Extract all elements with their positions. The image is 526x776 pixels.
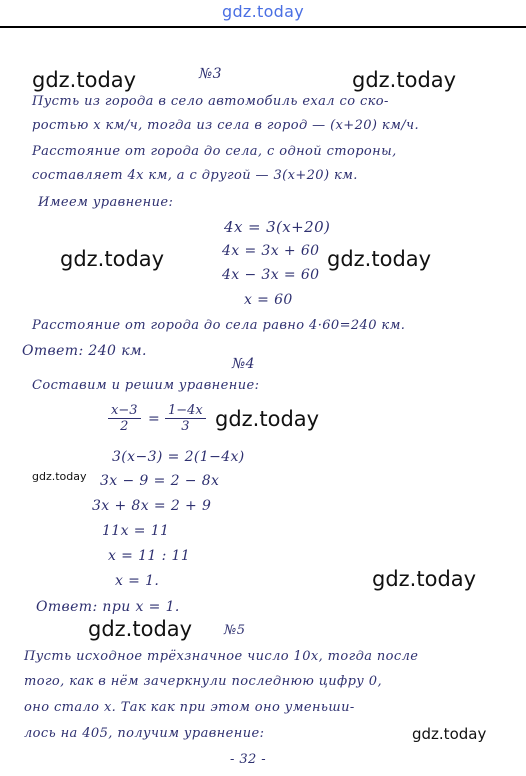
task-4-intro: Составим и решим уравнение: [32, 378, 260, 393]
task-4-line-3: 3x + 8x = 2 + 9 [92, 498, 212, 514]
task-5-line-3: оно стало x. Так как при этом оно уменьши- [24, 700, 355, 715]
watermark: gdz.today [88, 617, 193, 641]
watermark: gdz.today [60, 247, 165, 271]
task-4-number: №4 [232, 356, 255, 372]
task-3-answer: Ответ: 240 км. [22, 343, 147, 359]
task-3-equation-2: 4x = 3x + 60 [222, 243, 320, 259]
task-5-line-1: Пусть исходное трёхзначное число 10x, тогда после [24, 649, 419, 664]
task-3-line-4: составляет 4x км, а с другой — 3(x+20) км. [32, 168, 358, 183]
task-3-number: №3 [199, 66, 222, 82]
fraction-right-denominator: 3 [181, 419, 190, 434]
task-4-line-1: 3(x−3) = 2(1−4x) [112, 449, 245, 465]
task-3-line-3: Расстояние от города до села, с одной стороны, [32, 144, 397, 159]
task-4-line-6: x = 1. [115, 573, 160, 589]
watermark: gdz.today [32, 68, 137, 92]
fraction-right-numerator: 1−4x [165, 403, 206, 419]
task-5-number: №5 [224, 623, 246, 638]
watermark: gdz.today [215, 407, 320, 431]
page-header [0, 0, 526, 28]
task-3-line-6: Расстояние от города до села равно 4·60=240 км. [32, 318, 406, 333]
task-3-line-5: Имеем уравнение: [38, 195, 174, 210]
task-5-line-2: того, как в нём зачеркнули последнюю цифру 0, [24, 674, 382, 689]
fraction-left-numerator: x−3 [108, 403, 141, 419]
task-4-equals: = [148, 411, 161, 427]
site-title: gdz.today [222, 2, 304, 21]
watermark: gdz.today [352, 68, 457, 92]
task-4-fraction-right [165, 403, 206, 434]
task-3-equation-4: x = 60 [244, 292, 293, 308]
task-5-line-4: лось на 405, получим уравнение: [24, 726, 265, 741]
task-3-equation-1: 4x = 3(x+20) [224, 218, 331, 236]
task-4-fraction-left [108, 403, 141, 434]
watermark: gdz.today [327, 247, 432, 271]
task-4-answer: Ответ: при x = 1. [36, 599, 180, 615]
task-4-line-4: 11x = 11 [102, 523, 170, 539]
task-4-line-2: 3x − 9 = 2 − 8x [100, 473, 220, 489]
page-number: - 32 - [230, 752, 266, 767]
fraction-left-denominator: 2 [120, 419, 129, 434]
watermark: gdz.today [32, 470, 87, 483]
task-4-line-5: x = 11 : 11 [108, 548, 191, 564]
task-3-line-1: Пусть из города в село автомобиль ехал со ско- [32, 94, 389, 109]
watermark: gdz.today [372, 567, 477, 591]
task-3-line-2: ростью x км/ч, тогда из села в город — (x+20) км/ч. [32, 118, 420, 133]
task-3-equation-3: 4x − 3x = 60 [222, 267, 320, 283]
watermark: gdz.today [412, 725, 487, 743]
